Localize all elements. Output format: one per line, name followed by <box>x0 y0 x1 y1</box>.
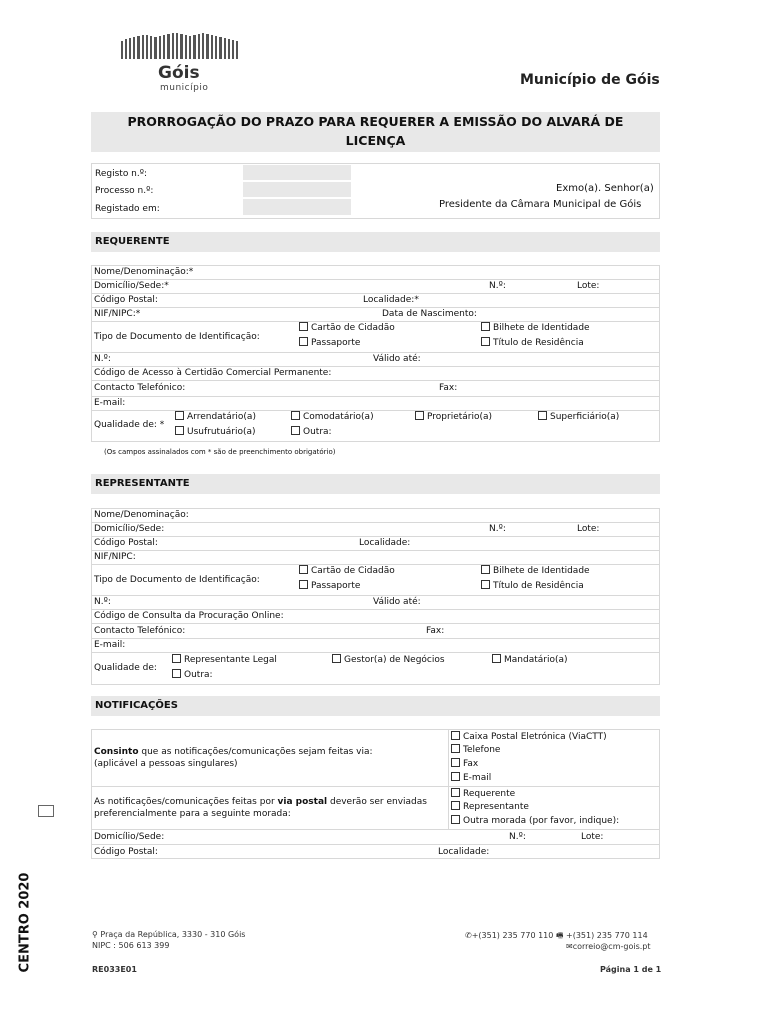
checkbox[interactable] <box>451 815 460 824</box>
checkbox[interactable] <box>481 337 490 346</box>
req-localidade-label: Localidade:* <box>363 295 419 305</box>
notif-caixa-label: Caixa Postal Eletrónica (ViaCTT) <box>463 732 607 742</box>
location-pin-icon: ⚲ <box>92 930 98 939</box>
section-requerente: REQUERENTE <box>91 232 660 252</box>
req-domicilio-label: Domicílio/Sede:* <box>94 281 169 291</box>
form-title-line2: LICENÇA <box>345 133 406 148</box>
req-nome-label: Nome/Denominação:* <box>94 267 194 277</box>
rep-outra-label: Outra: <box>184 670 213 680</box>
checkbox[interactable] <box>451 788 460 797</box>
rep-localidade-label: Localidade: <box>359 538 411 548</box>
checkbox[interactable] <box>172 669 181 678</box>
row-divider <box>91 550 660 551</box>
checkbox[interactable] <box>481 322 490 331</box>
rep-mandatario-option[interactable] <box>492 654 568 666</box>
req-qualidade-label: Qualidade de: * <box>94 420 165 430</box>
footer-address-text: Praça da República, 3330 - 310 Góis <box>100 930 246 939</box>
form-title <box>91 112 660 152</box>
postal-bold: via postal <box>277 797 328 807</box>
funding-logos <box>17 775 60 975</box>
rep-valido-label: Válido até: <box>373 597 421 607</box>
logo-wordmark: Góis <box>158 63 200 83</box>
phone-icon: ✆ <box>465 931 472 940</box>
rep-qualidade-label: Qualidade de: <box>94 663 157 673</box>
row-divider <box>91 652 660 653</box>
logo-bars-graphic <box>121 33 241 59</box>
footer-fax: +(351) 235 770 114 <box>566 931 648 940</box>
municipality-title: Município de Góis <box>520 72 660 88</box>
req-cp-label: Código Postal: <box>94 295 158 305</box>
row-divider <box>91 844 660 845</box>
rep-legal-label: Representante Legal <box>184 655 277 665</box>
row-divider <box>91 522 660 523</box>
req-valido-label: Válido até: <box>373 354 421 364</box>
req-tipo-doc-label: Tipo de Documento de Identificação: <box>94 332 260 342</box>
postal-text-b: deverão ser enviadas <box>327 797 427 807</box>
req-cartao-option[interactable] <box>299 322 395 334</box>
rep-gestor-option[interactable] <box>332 654 445 666</box>
rep-titulo-label: Título de Residência <box>493 581 584 591</box>
consinto-note: (aplicável a pessoas singulares) <box>94 759 238 769</box>
rep-procuracao-label: Código de Consulta da Procuração Online: <box>94 611 284 621</box>
req-passaporte-label: Passaporte <box>311 338 361 348</box>
rep-passaporte-option[interactable] <box>299 580 360 592</box>
eu-flag-icon <box>38 805 54 817</box>
rep-passaporte-label: Passaporte <box>311 581 361 591</box>
registo-label: Registo n.º: <box>95 169 148 179</box>
processo-label: Processo n.º: <box>95 186 154 196</box>
req-usufrutuario-label: Usufrutuário(a) <box>187 427 256 437</box>
req-comodatario-label: Comodatário(a) <box>303 412 374 422</box>
rep-lote-label: Lote: <box>577 524 600 534</box>
registado-label: Registado em: <box>95 204 160 214</box>
notif-localidade-label: Localidade: <box>438 847 490 857</box>
rep-contacto-label: Contacto Telefónico: <box>94 626 186 636</box>
centro-logo-text: CENTRO <box>17 913 33 973</box>
req-certidao-label: Código de Acesso à Certidão Comercial Permanente: <box>94 368 332 378</box>
checkbox[interactable] <box>291 411 300 420</box>
row-divider <box>91 638 660 639</box>
rep-cartao-option[interactable] <box>299 565 395 577</box>
checkbox[interactable] <box>451 801 460 810</box>
row-divider <box>91 396 660 397</box>
consinto-text <box>94 746 373 758</box>
rep-numero-label: N.º: <box>489 524 506 534</box>
row-divider <box>91 279 660 280</box>
req-lote-label: Lote: <box>577 281 600 291</box>
row-divider <box>91 786 660 787</box>
req-passaporte-option[interactable] <box>299 337 360 349</box>
req-comodatario-option[interactable] <box>291 411 374 423</box>
req-outra-option[interactable] <box>291 426 332 438</box>
checkbox[interactable] <box>451 731 460 740</box>
email-icon: ✉ <box>566 942 573 951</box>
section-representante: REPRESENTANTE <box>91 474 660 494</box>
notif-requerente-label: Requerente <box>463 789 516 799</box>
notif-telefone-label: Telefone <box>463 745 501 755</box>
req-titulo-option[interactable] <box>481 337 584 349</box>
row-divider <box>91 380 660 381</box>
checkbox[interactable] <box>481 580 490 589</box>
rep-tipo-doc-label: Tipo de Documento de Identificação: <box>94 575 260 585</box>
row-divider <box>91 623 660 624</box>
consinto-bold: Consinto <box>94 747 139 757</box>
rep-email-label: E-mail: <box>94 640 126 650</box>
row-divider <box>91 829 660 830</box>
checkbox[interactable] <box>299 322 308 331</box>
rep-mandatario-label: Mandatário(a) <box>504 655 568 665</box>
checkbox[interactable] <box>481 565 490 574</box>
checkbox[interactable] <box>299 580 308 589</box>
checkbox[interactable] <box>299 565 308 574</box>
req-superficiario-option[interactable] <box>538 411 619 423</box>
mandatory-note: (Os campos assinalados com * são de preenchimento obrigatório) <box>104 448 336 456</box>
req-arrendatario-label: Arrendatário(a) <box>187 412 256 422</box>
footer-phone: +(351) 235 770 110 <box>471 931 554 940</box>
footer-nipc: NIPC : 506 613 399 <box>92 941 170 950</box>
postal-text <box>94 796 427 808</box>
notif-caixa-option[interactable] <box>451 731 607 743</box>
checkbox[interactable] <box>451 772 460 781</box>
rep-domicilio-label: Domicílio/Sede: <box>94 524 165 534</box>
notif-representante-label: Representante <box>463 802 529 812</box>
notif-email-label: E-mail <box>463 773 492 783</box>
checkbox[interactable] <box>451 744 460 753</box>
footer-address <box>92 930 245 939</box>
req-bilhete-label: Bilhete de Identidade <box>493 323 590 333</box>
req-titulo-label: Título de Residência <box>493 338 584 348</box>
notif-representante-option[interactable] <box>451 801 529 813</box>
rep-nome-label: Nome/Denominação: <box>94 510 189 520</box>
checkbox[interactable] <box>415 411 424 420</box>
page-number: Página 1 de 1 <box>600 965 662 974</box>
req-email-label: E-mail: <box>94 398 126 408</box>
checkbox[interactable] <box>299 337 308 346</box>
req-numero-label: N.º: <box>489 281 506 291</box>
notif-fax-label: Fax <box>463 759 479 769</box>
notif-cp-label: Código Postal: <box>94 847 158 857</box>
checkbox[interactable] <box>332 654 341 663</box>
registado-field[interactable] <box>243 199 351 215</box>
req-fax-label: Fax: <box>439 383 458 393</box>
req-nascimento-label: Data de Nascimento: <box>382 309 477 319</box>
rep-legal-option[interactable] <box>172 654 277 666</box>
req-ndoc-label: N.º: <box>94 354 111 364</box>
row-divider <box>91 307 660 308</box>
req-arrendatario-option[interactable] <box>175 411 256 423</box>
checkbox[interactable] <box>492 654 501 663</box>
fax-icon: 🖷 <box>555 931 564 940</box>
addressee: Presidente da Câmara Municipal de Góis <box>439 199 642 210</box>
req-cartao-label: Cartão de Cidadão <box>311 323 395 333</box>
rep-ndoc-label: N.º: <box>94 597 111 607</box>
checkbox[interactable] <box>172 654 181 663</box>
req-contacto-label: Contacto Telefónico: <box>94 383 186 393</box>
req-nif-label: NIF/NIPC:* <box>94 309 141 319</box>
req-proprietario-label: Proprietário(a) <box>427 412 493 422</box>
form-code: RE033E01 <box>92 965 137 974</box>
logo-subtitle: município <box>160 83 209 93</box>
notif-outra-label: Outra morada (por favor, indique): <box>463 816 620 826</box>
rep-bilhete-option[interactable] <box>481 565 590 577</box>
rep-bilhete-label: Bilhete de Identidade <box>493 566 590 576</box>
column-divider <box>448 729 449 829</box>
notif-requerente-option[interactable] <box>451 788 515 800</box>
rep-outra-option[interactable] <box>172 669 213 681</box>
rep-cp-label: Código Postal: <box>94 538 158 548</box>
footer-email-text: correio@cm-gois.pt <box>572 942 651 951</box>
registo-field[interactable] <box>243 165 351 180</box>
section-notificacoes: NOTIFICAÇÕES <box>91 696 660 716</box>
notif-lote-label: Lote: <box>581 832 604 842</box>
checkbox[interactable] <box>291 426 300 435</box>
rep-cartao-label: Cartão de Cidadão <box>311 566 395 576</box>
consinto-rest: que as notificações/comunicações sejam feitas via: <box>138 747 373 757</box>
checkbox[interactable] <box>451 758 460 767</box>
centro-logo <box>17 873 32 973</box>
checkbox[interactable] <box>175 411 184 420</box>
rep-titulo-option[interactable] <box>481 580 584 592</box>
centro-year: 2020 <box>17 872 33 909</box>
checkbox[interactable] <box>538 411 547 420</box>
salutation: Exmo(a). Senhor(a) <box>556 183 654 194</box>
processo-field[interactable] <box>243 182 351 197</box>
footer-email <box>566 942 651 951</box>
req-superficiario-label: Superficiário(a) <box>550 412 620 422</box>
rep-fax-label: Fax: <box>426 626 445 636</box>
req-proprietario-option[interactable] <box>415 411 492 423</box>
checkbox[interactable] <box>175 426 184 435</box>
form-title-line1: PRORROGAÇÃO DO PRAZO PARA REQUERER A EMISSÃO DO ALVARÁ DE <box>127 114 624 129</box>
notif-outra-option[interactable] <box>451 815 619 827</box>
notif-numero-label: N.º: <box>509 832 526 842</box>
postal-text-a: As notificações/comunicações feitas por <box>94 797 278 807</box>
notif-domicilio-label: Domicílio/Sede: <box>94 832 165 842</box>
req-outra-label: Outra: <box>303 427 332 437</box>
notif-fax-option[interactable] <box>451 758 478 770</box>
req-bilhete-option[interactable] <box>481 322 590 334</box>
req-usufrutuario-option[interactable] <box>175 426 256 438</box>
notif-telefone-option[interactable] <box>451 744 500 756</box>
postal-text-line2: preferencialmente para a seguinte morada: <box>94 809 291 819</box>
notif-email-option[interactable] <box>451 772 491 784</box>
rep-nif-label: NIF/NIPC: <box>94 552 136 562</box>
rep-gestor-label: Gestor(a) de Negócios <box>344 655 445 665</box>
